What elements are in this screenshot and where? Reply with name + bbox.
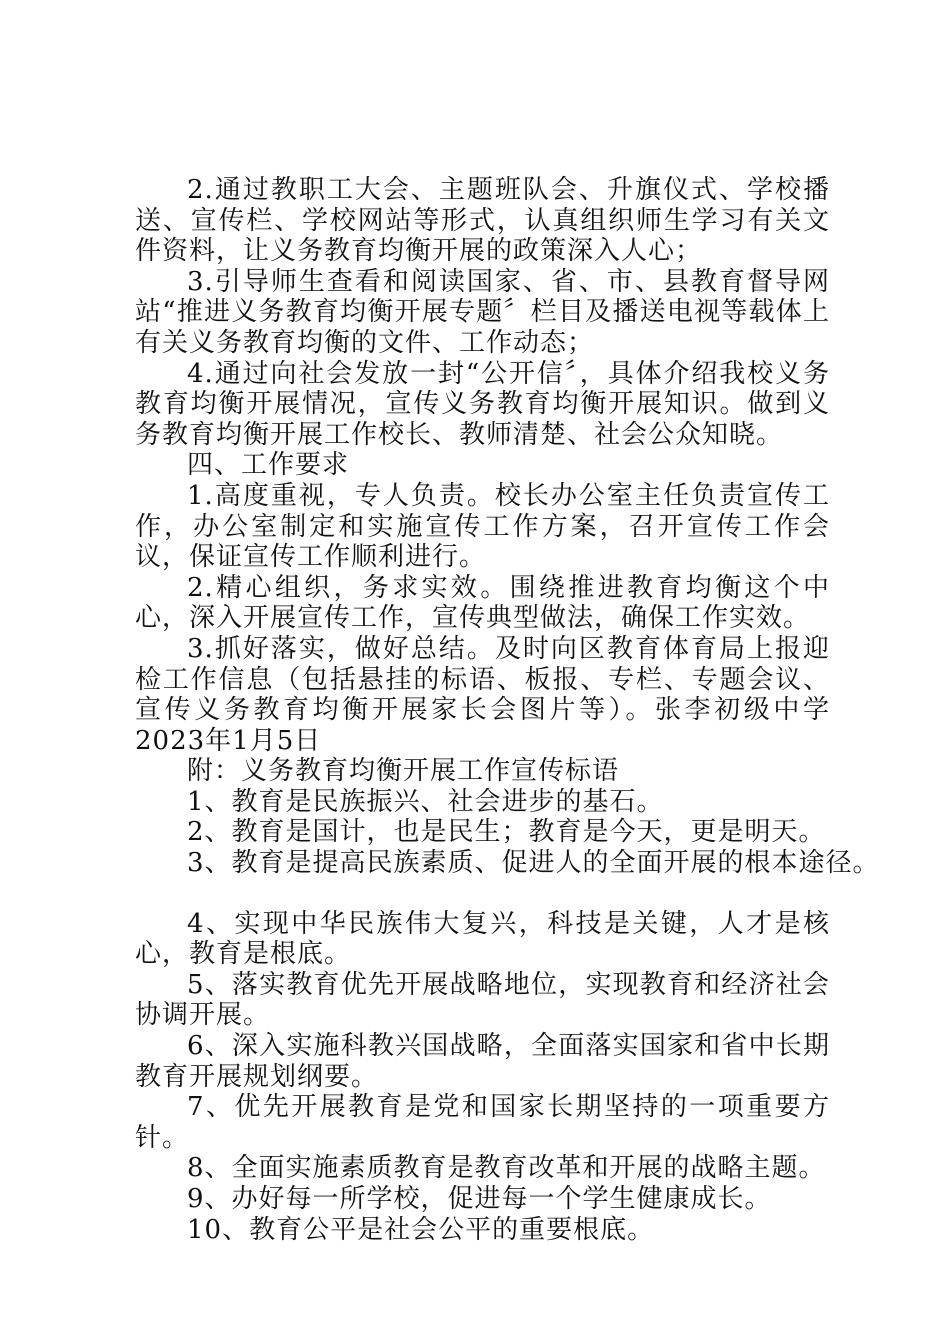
- slogan-10: 10、教育公平是社会公平的重要根底。: [187, 1214, 655, 1245]
- slogan-6: 6、深入实施科教兴国战略，全面落实国家和省中长期教育开展规划纲要。: [135, 1031, 830, 1092]
- slogan-7: 7、优先开展教育是党和国家长期坚持的一项重要方针。: [135, 1092, 830, 1153]
- slogan-2: 2、教育是国计，也是民生；教育是今天，更是明天。: [187, 817, 826, 848]
- slogan-8: 8、全面实施素质教育是教育改革和开展的战略主题。: [187, 1153, 826, 1184]
- paragraph-requirement-2: 2.精心组织，务求实效。围绕推进教育均衡这个中心，深入开展宣传工作，宣传典型做法，确保工作实效。: [135, 572, 830, 634]
- slogan-5: 5、落实教育优先开展战略地位，实现教育和经济社会协调开展。: [135, 969, 830, 1031]
- paragraph-publicity-4: 4.通过向社会发放一封“公开信〞，具体介绍我校义务教育均衡开展情况，宣传义务教育均衡开展知识。做到义务教育均衡开展工作校长、教师清楚、社会公众知晓。: [135, 358, 830, 450]
- document-body: [135, 175, 880, 1245]
- paragraph-publicity-3: 3.引导师生查看和阅读国家、省、市、县教育督导网站“推进义务教育均衡开展专题〞栏目及播送电视等载体上有关义务教育均衡的文件、工作动态；: [135, 266, 830, 358]
- paragraph-requirement-1: 1.高度重视，专人负责。校长办公室主任负责宣传工作，办公室制定和实施宣传工作方案，召开宣传工作会议，保证宣传工作顺利进行。: [135, 480, 830, 573]
- paragraph-requirement-3: 3.抓好落实，做好总结。及时向区教育体育局上报迎检工作信息（包括悬挂的标语、板报、专栏、专题会议、宣传义务教育均衡开展家长会图片等）。张李初级中学2023年1月5日: [135, 633, 830, 756]
- slogan-3: 3、教育是提高民族素质、促进人的全面开展的根本途径。: [187, 848, 880, 879]
- paragraph-publicity-2: 2.通过教职工大会、主题班队会、升旗仪式、学校播送、宣传栏、学校网站等形式，认真组织师生学习有关文件资料，让义务教育均衡开展的政策深入人心；: [135, 175, 830, 267]
- section-heading-work-requirements: 四、工作要求: [187, 450, 350, 481]
- slogan-1: 1、教育是民族振兴、社会进步的基石。: [187, 786, 664, 817]
- slogan-4: 4、实现中华民族伟大复兴，科技是关键，人才是核心，教育是根底。: [135, 908, 830, 970]
- slogan-9: 9、办好每一所学校，促进每一个学生健康成长。: [187, 1184, 772, 1214]
- appendix-title: 附：义务教育均衡开展工作宣传标语: [187, 756, 620, 787]
